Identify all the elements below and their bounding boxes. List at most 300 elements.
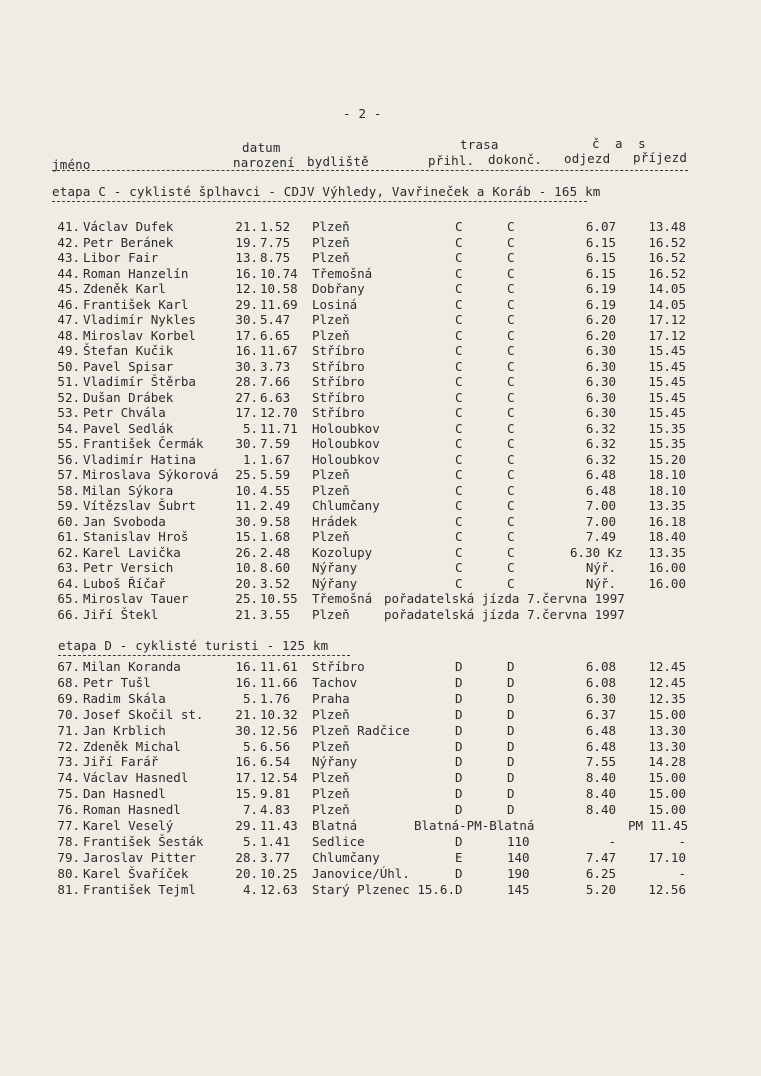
birth-month-year: 4.55: [260, 482, 291, 498]
participant-name: Petr Beránek: [83, 234, 174, 250]
route-completed: D: [507, 690, 515, 706]
route-registered: C: [455, 312, 463, 327]
route-completed: C: [507, 498, 515, 513]
birth-month-year: 1.52: [260, 219, 291, 234]
arrival-time: 15.45: [648, 389, 686, 405]
birth-day: 17.: [235, 405, 258, 420]
route-completed: 190: [507, 865, 530, 881]
birth-month-year: 12.54: [260, 770, 298, 786]
departure-time: 6.07: [585, 219, 616, 234]
birth-month-year: 12.70: [260, 405, 298, 420]
table-row: [0, 266, 761, 282]
departure-time: 6.30: [585, 343, 616, 358]
birth-day: 17.: [235, 770, 258, 786]
birth-day: 16.: [235, 754, 258, 770]
arrival-time: -: [678, 833, 686, 849]
residence: Stříbro: [312, 343, 365, 358]
departure-time: 6.48: [585, 467, 616, 482]
row-number: 74.: [57, 770, 80, 786]
birth-month-year: 11.71: [260, 420, 298, 436]
arrival-time: 13.48: [648, 219, 686, 234]
row-number: 60.: [57, 513, 80, 529]
header-datum: datum: [242, 140, 281, 155]
arrival-time: 15.35: [648, 420, 686, 436]
birth-day: 5.: [242, 833, 258, 849]
row-number: 44.: [57, 265, 80, 281]
residence: Stříbro: [312, 358, 365, 374]
table-row: [0, 250, 761, 266]
residence: Plzeň: [312, 706, 350, 722]
route-registered: C: [455, 482, 463, 498]
route-completed: D: [507, 659, 515, 674]
residence: Holoubkov: [312, 420, 380, 436]
table-row: [0, 882, 761, 898]
route-completed: D: [507, 786, 515, 802]
row-number: 52.: [57, 389, 80, 405]
row-number: 72.: [57, 738, 80, 754]
arrival-time: 18.10: [648, 482, 686, 498]
participant-name: Václav Hasnedl: [83, 770, 189, 786]
birth-month-year: 2.48: [260, 544, 291, 560]
departure-time: 7.47: [585, 849, 616, 865]
row-number: 46.: [57, 296, 80, 312]
row-number: 77.: [57, 818, 80, 833]
route-registered: C: [455, 327, 463, 343]
table-row: [0, 359, 761, 375]
participant-name: Luboš Říčař: [83, 575, 166, 591]
residence: Holoubkov: [312, 436, 380, 451]
residence: Plzeň: [312, 234, 350, 250]
birth-day: 17.: [235, 327, 258, 343]
header-prijezd: příjezd: [633, 150, 688, 165]
arrival-time: 14.05: [648, 281, 686, 296]
birth-month-year: 11.69: [260, 296, 298, 312]
route-completed: C: [507, 250, 515, 265]
birth-month-year: 3.52: [260, 575, 291, 591]
route-completed: 145: [507, 881, 530, 897]
participant-name: Jan Krblich: [83, 722, 166, 738]
birth-day: 20.: [235, 865, 258, 881]
birth-month-year: 9.81: [260, 786, 291, 802]
route-registered: D: [455, 706, 463, 722]
arrival-time: 15.45: [648, 374, 686, 389]
birth-month-year: 1.67: [260, 451, 291, 467]
birth-month-year: 7.66: [260, 374, 291, 389]
row-number: 58.: [57, 482, 80, 498]
participant-name: Stanislav Hroš: [83, 529, 189, 544]
participant-name: Petr Versich: [83, 560, 174, 575]
birth-month-year: 10.55: [260, 591, 298, 606]
participant-name: Miroslav Korbel: [83, 327, 196, 343]
birth-day: 16.: [235, 343, 258, 358]
birth-month-year: 11.43: [260, 818, 298, 833]
route-completed: C: [507, 327, 515, 343]
route-completed: C: [507, 467, 515, 482]
participant-name: Dušan Drábek: [83, 389, 174, 405]
arrival-time: 12.45: [648, 674, 686, 690]
participant-name: Milan Koranda: [83, 659, 181, 674]
route-completed: C: [507, 234, 515, 250]
residence: Plzeň: [312, 786, 350, 802]
arrival-time: 16.52: [648, 265, 686, 281]
arrival-time: 15.35: [648, 436, 686, 451]
row-number: 69.: [57, 690, 80, 706]
table-row: [0, 770, 761, 786]
finish-note: PM 11.45: [628, 818, 689, 833]
route-completed: C: [507, 374, 515, 389]
departure-time: 7.00: [585, 498, 616, 513]
departure-time: 6.15: [585, 250, 616, 265]
header-dokonc: dokonč.: [488, 152, 543, 167]
route-completed: C: [507, 265, 515, 281]
route-registered: D: [455, 754, 463, 770]
route-completed: C: [507, 544, 515, 560]
route-registered: C: [455, 343, 463, 358]
arrival-time: 13.35: [648, 544, 686, 560]
route-registered: D: [455, 674, 463, 690]
arrival-time: 16.00: [648, 560, 686, 575]
table-row: [0, 421, 761, 437]
table-row: [0, 483, 761, 499]
arrival-time: 15.20: [648, 451, 686, 467]
residence: Blatná: [312, 818, 358, 833]
row-number: 51.: [57, 374, 80, 389]
row-number: 78.: [57, 833, 80, 849]
departure-time: 6.30: [585, 374, 616, 389]
arrival-time: 17.12: [648, 327, 686, 343]
birth-month-year: 4.83: [260, 802, 291, 818]
organizer-note: pořadatelská jízda 7.června 1997: [384, 591, 625, 606]
header-odjezd: odjezd: [564, 151, 611, 166]
arrival-time: 13.35: [648, 498, 686, 513]
departure-time: 6.30: [585, 690, 616, 706]
birth-month-year: 11.67: [260, 343, 298, 358]
departure-time: 8.40: [585, 770, 616, 786]
route-completed: D: [507, 802, 515, 818]
participant-name: Václav Dufek: [83, 219, 174, 234]
residence: Praha: [312, 690, 350, 706]
row-number: 62.: [57, 544, 80, 560]
route-completed: D: [507, 674, 515, 690]
route-registered: C: [455, 374, 463, 389]
birth-day: 5.: [242, 420, 258, 436]
header-cas: č a s: [592, 136, 650, 151]
route-completed: C: [507, 405, 515, 420]
arrival-time: 13.30: [648, 722, 686, 738]
birth-day: 10.: [235, 560, 258, 575]
departure-time: 6.19: [585, 296, 616, 312]
residence: Nýřany: [312, 754, 358, 770]
birth-month-year: 7.59: [260, 436, 291, 451]
route-registered: C: [455, 436, 463, 451]
route-registered: D: [455, 770, 463, 786]
row-number: 55.: [57, 436, 80, 451]
birth-day: 7.: [242, 802, 258, 818]
birth-day: 21.: [235, 219, 258, 234]
route-completed: C: [507, 296, 515, 312]
route-registered: C: [455, 358, 463, 374]
birth-month-year: 11.66: [260, 674, 298, 690]
table-row: [0, 850, 761, 866]
arrival-time: 16.00: [648, 575, 686, 591]
participant-name: Roman Hasnedl: [83, 802, 181, 818]
route-completed: 110: [507, 833, 530, 849]
birth-month-year: 8.75: [260, 250, 291, 265]
route-registered: C: [455, 544, 463, 560]
departure-time: 8.40: [585, 802, 616, 818]
birth-day: 13.: [235, 250, 258, 265]
participant-name: Vladimír Nykles: [83, 312, 196, 327]
departure-time: 6.15: [585, 234, 616, 250]
row-number: 45.: [57, 281, 80, 296]
residence: Plzeň: [312, 467, 350, 482]
participant-name: Radim Skála: [83, 690, 166, 706]
departure-time: 6.30: [585, 389, 616, 405]
route-completed: D: [507, 754, 515, 770]
birth-day: 30.: [235, 436, 258, 451]
header-rule: [52, 170, 688, 171]
route-note: Blatná-PM-Blatná: [414, 818, 535, 833]
departure-time: 6.20: [585, 327, 616, 343]
table-row: [0, 297, 761, 313]
route-completed: C: [507, 389, 515, 405]
arrival-time: 16.52: [648, 234, 686, 250]
row-number: 54.: [57, 420, 80, 436]
birth-day: 26.: [235, 544, 258, 560]
residence: Třemošná: [312, 265, 373, 281]
route-registered: E: [455, 849, 463, 865]
table-row: [0, 723, 761, 739]
table-row: [0, 591, 761, 607]
departure-time: Nýř.: [585, 560, 616, 575]
table-row: [0, 235, 761, 251]
participant-name: Miroslav Tauer: [83, 591, 189, 606]
row-number: 61.: [57, 529, 80, 544]
route-registered: D: [455, 881, 463, 897]
arrival-time: 14.28: [648, 754, 686, 770]
row-number: 64.: [57, 575, 80, 591]
residence: Plzeň Radčice: [312, 722, 410, 738]
row-number: 53.: [57, 405, 80, 420]
row-number: 42.: [57, 234, 80, 250]
residence: Stříbro: [312, 374, 365, 389]
participant-name: František Karl: [83, 296, 189, 312]
residence: Plzeň: [312, 738, 350, 754]
birth-day: 29.: [235, 296, 258, 312]
birth-month-year: 2.49: [260, 498, 291, 513]
row-number: 80.: [57, 865, 80, 881]
participant-name: Dan Hasnedl: [83, 786, 166, 802]
departure-time: 6.08: [585, 674, 616, 690]
table-row: [0, 436, 761, 452]
table-row: [0, 754, 761, 770]
row-number: 48.: [57, 327, 80, 343]
residence: Plzeň: [312, 327, 350, 343]
birth-month-year: 6.54: [260, 754, 291, 770]
route-completed: D: [507, 738, 515, 754]
route-completed: C: [507, 560, 515, 575]
table-row: [0, 390, 761, 406]
departure-time: 5.20: [585, 881, 616, 897]
row-number: 68.: [57, 674, 80, 690]
table-row: [0, 219, 761, 235]
departure-time: 6.19: [585, 281, 616, 296]
departure-time: -: [608, 833, 616, 849]
route-completed: C: [507, 451, 515, 467]
residence: Sedlice: [312, 833, 365, 849]
participant-name: Vladimír Hatina: [83, 451, 196, 467]
page-number: - 2 -: [343, 106, 382, 121]
residence: Plzeň: [312, 312, 350, 327]
birth-month-year: 5.59: [260, 467, 291, 482]
etapa-c-title: etapa C - cyklisté šplhavci - CDJV Výhledy, Vavřineček a Koráb - 165 km: [52, 184, 601, 199]
participant-name: Jan Svoboda: [83, 513, 166, 529]
route-registered: C: [455, 513, 463, 529]
birth-day: 16.: [235, 659, 258, 674]
route-completed: C: [507, 281, 515, 296]
departure-time: Nýř.: [585, 575, 616, 591]
participant-name: Karel Švaříček: [83, 865, 189, 881]
departure-time: 6.32: [585, 420, 616, 436]
row-number: 65.: [57, 591, 80, 606]
table-row: [0, 739, 761, 755]
participant-name: Karel Veselý: [83, 818, 174, 833]
birth-month-year: 6.65: [260, 327, 291, 343]
route-completed: 140: [507, 849, 530, 865]
row-number: 41.: [57, 219, 80, 234]
etapa-c-underline: [52, 201, 587, 202]
arrival-time: 16.52: [648, 250, 686, 265]
participant-name: Vladimír Štěrba: [83, 374, 196, 389]
birth-day: 11.: [235, 498, 258, 513]
route-completed: C: [507, 219, 515, 234]
participant-name: Jiří Farář: [83, 754, 159, 770]
table-row: [0, 529, 761, 545]
table-row: [0, 786, 761, 802]
route-registered: D: [455, 738, 463, 754]
route-completed: D: [507, 722, 515, 738]
table-row: [0, 576, 761, 592]
residence: Plzeň: [312, 606, 350, 622]
birth-month-year: 5.47: [260, 312, 291, 327]
table-row: [0, 834, 761, 850]
route-completed: C: [507, 343, 515, 358]
departure-time: 7.00: [585, 513, 616, 529]
birth-day: 30.: [235, 358, 258, 374]
residence: Chlumčany: [312, 498, 380, 513]
route-completed: C: [507, 529, 515, 544]
birth-day: 25.: [235, 591, 258, 606]
birth-month-year: 10.25: [260, 865, 298, 881]
birth-day: 15.: [235, 786, 258, 802]
table-row: [0, 675, 761, 691]
residence: Holoubkov: [312, 451, 380, 467]
row-number: 67.: [57, 659, 80, 674]
route-registered: C: [455, 405, 463, 420]
route-registered: D: [455, 786, 463, 802]
birth-day: 30.: [235, 722, 258, 738]
table-row: [0, 607, 761, 623]
etapa-d-underline: [58, 655, 350, 656]
row-number: 73.: [57, 754, 80, 770]
birth-day: 28.: [235, 849, 258, 865]
arrival-time: 18.40: [648, 529, 686, 544]
route-completed: C: [507, 312, 515, 327]
birth-month-year: 3.73: [260, 358, 291, 374]
arrival-time: 18.10: [648, 467, 686, 482]
table-row: [0, 328, 761, 344]
row-number: 79.: [57, 849, 80, 865]
table-row: [0, 818, 761, 834]
participant-name: Libor Fair: [83, 250, 159, 265]
participant-name: Vítězslav Šubrt: [83, 498, 196, 513]
birth-day: 30.: [235, 312, 258, 327]
route-completed: D: [507, 706, 515, 722]
arrival-time: 15.00: [648, 706, 686, 722]
row-number: 56.: [57, 451, 80, 467]
arrival-time: 17.12: [648, 312, 686, 327]
participant-name: Zdeněk Karl: [83, 281, 166, 296]
route-registered: C: [455, 265, 463, 281]
birth-month-year: 7.75: [260, 234, 291, 250]
participant-name: Štefan Kučik: [83, 343, 174, 358]
birth-day: 5.: [242, 738, 258, 754]
arrival-time: -: [678, 865, 686, 881]
route-registered: C: [455, 219, 463, 234]
departure-time: 6.30: [585, 358, 616, 374]
birth-day: 25.: [235, 467, 258, 482]
organizer-note: pořadatelská jízda 7.června 1997: [384, 606, 625, 622]
birth-day: 27.: [235, 389, 258, 405]
residence: Plzeň: [312, 482, 350, 498]
birth-day: 16.: [235, 265, 258, 281]
participant-name: Petr Chvála: [83, 405, 166, 420]
header-trasa: trasa: [460, 137, 499, 152]
birth-day: 21.: [235, 706, 258, 722]
birth-month-year: 1.76: [260, 690, 291, 706]
residence: Plzeň: [312, 250, 350, 265]
route-registered: C: [455, 296, 463, 312]
birth-day: 28.: [235, 374, 258, 389]
table-row: [0, 452, 761, 468]
birth-day: 10.: [235, 482, 258, 498]
departure-time: 6.32: [585, 451, 616, 467]
route-registered: C: [455, 467, 463, 482]
birth-day: 21.: [235, 606, 258, 622]
table-row: [0, 659, 761, 675]
row-number: 71.: [57, 722, 80, 738]
departure-time: 7.55: [585, 754, 616, 770]
departure-time: 6.20: [585, 312, 616, 327]
arrival-time: 16.18: [648, 513, 686, 529]
birth-day: 5.: [242, 690, 258, 706]
route-completed: C: [507, 513, 515, 529]
departure-time: 6.48: [585, 722, 616, 738]
birth-month-year: 9.58: [260, 513, 291, 529]
table-row: [0, 405, 761, 421]
residence: Třemošná: [312, 591, 373, 606]
birth-month-year: 12.56: [260, 722, 298, 738]
route-completed: D: [507, 770, 515, 786]
route-registered: C: [455, 250, 463, 265]
residence: Nýřany: [312, 575, 358, 591]
participant-name: Josef Skočil st.: [83, 706, 204, 722]
residence: Losiná: [312, 296, 358, 312]
birth-day: 30.: [235, 513, 258, 529]
etapa-d-title: etapa D - cyklisté turisti - 125 km: [58, 638, 329, 653]
birth-month-year: 12.63: [260, 881, 298, 897]
birth-month-year: 6.56: [260, 738, 291, 754]
